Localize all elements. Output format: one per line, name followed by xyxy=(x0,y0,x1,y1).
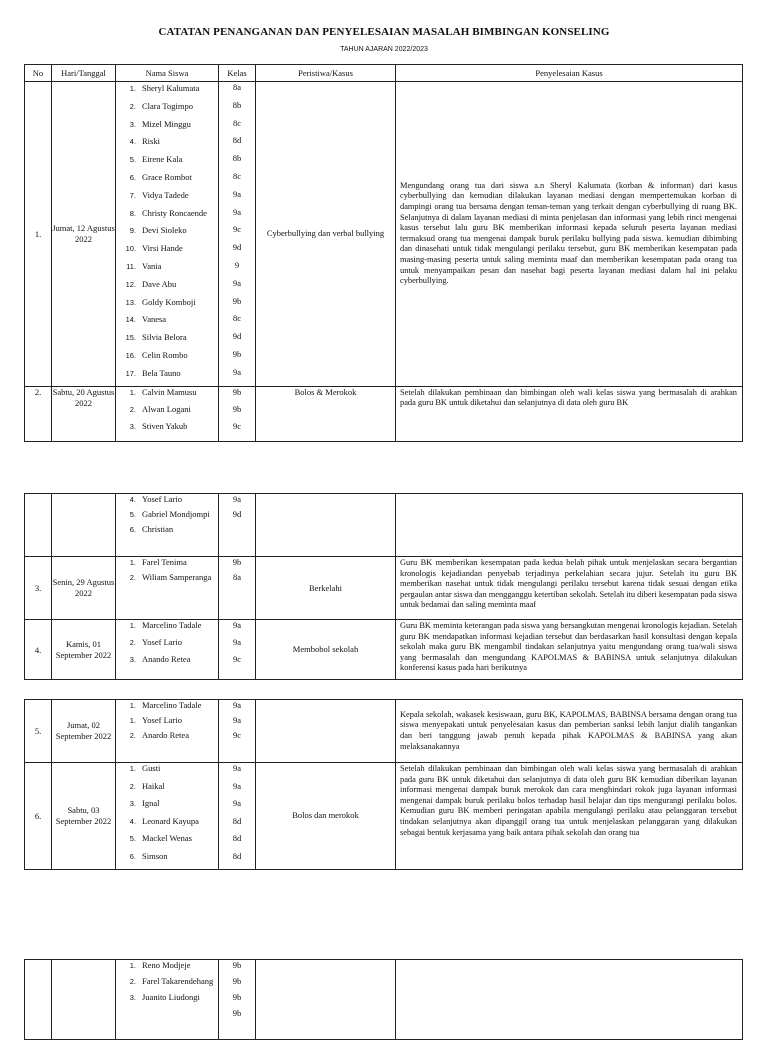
student-item xyxy=(116,494,218,509)
student-item xyxy=(116,101,218,119)
student-item xyxy=(116,83,218,101)
student-class: 9a xyxy=(232,798,242,809)
student-number: 1. xyxy=(129,84,136,93)
student-item xyxy=(116,261,218,279)
student-name: Eirene Kala xyxy=(142,154,183,165)
student-class: 9 xyxy=(234,259,240,270)
student-class: 9a xyxy=(232,206,242,217)
student-item xyxy=(116,781,218,799)
student-class: 9c xyxy=(232,654,242,664)
student-item xyxy=(116,332,218,350)
student-number: 3. xyxy=(129,993,136,1002)
student-name: Vania xyxy=(142,260,162,271)
student-class: 8c xyxy=(232,117,242,128)
student-name: Devi Sioleko xyxy=(142,225,187,236)
student-item xyxy=(116,119,218,137)
row-case: Cyberbullying dan verbal bullying xyxy=(256,82,396,387)
student-item xyxy=(116,620,218,637)
student-name: Farel Takarendehang xyxy=(142,976,214,986)
student-name: Stiven Yakub xyxy=(142,420,188,431)
student-class: 9d xyxy=(232,242,242,253)
student-number: 2. xyxy=(129,573,136,582)
case-table-page-1 xyxy=(24,64,743,442)
student-class: 9a xyxy=(232,637,242,647)
student-classes xyxy=(219,700,256,763)
student-item xyxy=(116,557,218,572)
header-kasus: Peristiwa/Kasus xyxy=(256,65,396,82)
student-name: Simson xyxy=(142,850,168,861)
student-classes xyxy=(219,386,256,441)
student-name: Bela Tauno xyxy=(142,367,181,378)
student-number: 15. xyxy=(125,333,136,343)
student-names xyxy=(116,700,219,763)
row-case: Membobol sekolah xyxy=(256,620,396,680)
student-number: 2. xyxy=(129,731,136,740)
student-class: 9a xyxy=(232,494,242,504)
row-solution: Mengundang orang tua dari siswa a.n Sheryl Kalumata (korban & informan) dari kasus cyberbullying dan kemudian dilakukan layanan mediasi dengan mempertemukan korban di dampingi orang tua bersama dengan teman-teman yang terkait dengan cyberbullying di ruang BK. Selanjutnya di dalam layanan mediasi di minta penjelasan dan informasi yang lebih rinci mengenai kasus tersebut lalu guru BK memberikan informasi kepada seluruh peserta layanan mediasi termaksud orang tua mengenai dampak buruk perilaku bullying pada siswa. kemudian dibimbing dan dinasehati untuk tidak mengulangi perilaku tersebut, guru BK memberikan kesempatan pada masing-masing peserta untuk saling meminta maaf dan memberikan kesempatan pada orang tua untuk menyampaikan pesan dan nasehat bagi peserta layanan mediasi dalam hal ini pelaku cyberbullying. xyxy=(396,82,743,387)
student-number: 1. xyxy=(129,621,136,630)
student-number: 5. xyxy=(129,510,136,519)
student-name: Wiliam Samperanga xyxy=(142,572,212,582)
row-case: Berkelahi xyxy=(256,557,396,620)
student-number: 8. xyxy=(129,208,136,218)
student-number: 13. xyxy=(125,297,136,307)
student-number: 6. xyxy=(129,172,136,182)
student-item xyxy=(116,208,218,226)
student-name: Gabriel Mondjompi xyxy=(142,509,210,519)
student-class: 8a xyxy=(232,82,242,92)
student-number: 1. xyxy=(129,764,136,773)
student-number: 7. xyxy=(129,190,136,200)
student-class: 8b xyxy=(232,153,242,164)
student-item xyxy=(116,368,218,386)
student-item xyxy=(116,297,218,315)
student-name: Yosef Lario xyxy=(142,494,182,504)
student-name: Haikal xyxy=(142,780,165,791)
header-solution: Penyelesaian Kasus xyxy=(396,65,743,82)
student-item xyxy=(116,509,218,524)
student-item xyxy=(116,225,218,243)
student-item xyxy=(116,654,218,671)
student-number: 14. xyxy=(125,315,136,325)
student-number: 3. xyxy=(129,799,136,809)
student-class: 9b xyxy=(232,295,242,306)
student-item xyxy=(116,730,218,745)
student-number: 9. xyxy=(129,226,136,236)
student-name: Mackel Wenas xyxy=(142,833,192,844)
student-item xyxy=(116,421,218,438)
header-no: No xyxy=(25,65,52,82)
student-item xyxy=(116,190,218,208)
student-class: 9a xyxy=(232,763,242,773)
student-name: Marcelino Tadale xyxy=(142,620,202,630)
student-class: 9c xyxy=(232,420,242,431)
student-name: Farel Tenima xyxy=(142,557,187,567)
student-number: 16. xyxy=(125,350,136,360)
student-number: 1. xyxy=(129,716,136,725)
student-class: 9b xyxy=(232,992,242,1002)
student-names xyxy=(116,557,219,620)
student-item xyxy=(116,154,218,172)
row-number: 5. xyxy=(25,700,52,763)
row-date: Sabtu, 20 Agustus 2022 xyxy=(52,386,116,441)
student-class: 8c xyxy=(232,170,242,181)
student-class: 8a xyxy=(232,572,242,582)
student-class: 9b xyxy=(232,960,242,970)
student-class: 9a xyxy=(232,366,242,377)
row-solution: Guru BK meminta keterangan pada siswa yang bersangkutan mengenai kronologis kejadian. Setelah guru BK mendapatkan informasi kejadian tersebut dan berdasarkan hasil konsultasi dengan kepala sekolah maka guru BK mengambil tindakan selanjutnya yaitu mengundang orang tua/wali siswa yang bermasalah dan mengundang KAPOLMAS & BABINSA untuk selanjutnya dilakukan konferensi kasus pada hari berikutnya xyxy=(396,620,743,680)
row-number: 2. xyxy=(25,386,52,441)
row-number: 4. xyxy=(25,620,52,680)
student-class: 9b xyxy=(232,976,242,986)
student-number xyxy=(116,1008,142,1009)
student-class: 8d xyxy=(232,850,242,861)
row-date: Senin, 29 Agustus 2022 xyxy=(52,557,116,620)
document-subtitle: TAHUN AJARAN 2022/2023 xyxy=(340,46,428,53)
student-name: Juanito Liudongi xyxy=(142,992,200,1002)
student-classes xyxy=(219,763,256,870)
student-number: 10. xyxy=(125,244,136,254)
row-solution: Setelah dilakukan pembinaan dan bimbingan oleh wali kelas siswa yang bermasalah di arahkan pada guru BK untuk diketahui dan selanjutnya di data oleh guru BK xyxy=(396,386,743,441)
student-item xyxy=(116,992,218,1008)
student-class xyxy=(219,524,255,539)
student-name: Reno Modjeje xyxy=(142,960,191,970)
student-class: 8c xyxy=(232,313,242,324)
student-class: 9c xyxy=(232,224,242,235)
student-name: Silvia Belora xyxy=(142,332,187,343)
row-case: Bolos & Merokok xyxy=(256,386,396,441)
student-item xyxy=(116,279,218,297)
student-item xyxy=(116,172,218,190)
row-case xyxy=(256,700,396,763)
student-name: Grace Rombot xyxy=(142,171,192,182)
header-date: Hari/Tanggal xyxy=(52,65,116,82)
student-item xyxy=(116,851,218,869)
student-number: 2. xyxy=(129,781,136,791)
student-class: 9b xyxy=(232,557,242,567)
row-date: Kamis, 01 September 2022 xyxy=(52,620,116,680)
student-name: Mizel Minggu xyxy=(142,118,191,129)
student-classes xyxy=(219,557,256,620)
row-case: Bolos dan merokok xyxy=(256,763,396,870)
student-number: 1. xyxy=(129,961,136,970)
student-number: 2. xyxy=(129,101,136,111)
student-number: 3. xyxy=(129,421,136,431)
student-names xyxy=(116,620,219,680)
student-names xyxy=(116,386,219,441)
student-name: Christian xyxy=(142,524,174,534)
student-number: 4. xyxy=(129,137,136,147)
student-item xyxy=(116,763,218,781)
student-names xyxy=(116,82,219,387)
student-name: Ignal xyxy=(142,798,160,809)
student-names xyxy=(116,763,219,870)
student-number: 3. xyxy=(129,655,136,664)
student-class: 9a xyxy=(232,700,242,710)
student-name: Alwan Logani xyxy=(142,403,191,414)
student-item xyxy=(116,833,218,851)
student-class: 9d xyxy=(232,509,242,519)
student-item xyxy=(116,136,218,154)
student-name: Anardo Retea xyxy=(142,730,189,740)
student-number: 12. xyxy=(125,279,136,289)
row-solution: Kepala sekolah, wakasek kesiswaan, guru BK, KAPOLMAS, BABINSA bersama dengan orang tua siswa menyepakati untuk penyelesaian kasus dan pemberian sanksi lebih lanjut dialih tangankan dan beri tanggung jawab penuh kepada pihak KAPOLMAS & BABINSA yang akan melaksanakannya xyxy=(396,700,743,763)
student-class: 9d xyxy=(232,331,242,342)
student-number: 6. xyxy=(129,525,136,534)
case-table-page-2 xyxy=(24,493,743,680)
student-class: 9a xyxy=(232,715,242,725)
student-classes xyxy=(219,620,256,680)
student-item xyxy=(116,314,218,332)
student-names xyxy=(116,494,219,557)
student-name: Celin Rombo xyxy=(142,349,188,360)
student-class: 9b xyxy=(232,386,242,397)
student-item xyxy=(116,243,218,261)
student-number: 2. xyxy=(129,404,136,414)
case-table-page-3 xyxy=(24,699,743,870)
student-item xyxy=(116,387,218,404)
student-number: 5. xyxy=(129,155,136,165)
student-number: 4. xyxy=(129,495,136,504)
student-number: 5. xyxy=(129,834,136,844)
student-name: Goldy Komboji xyxy=(142,296,196,307)
row-number: 6. xyxy=(25,763,52,870)
student-number: 11. xyxy=(126,261,136,271)
student-name: Christy Roncaende xyxy=(142,207,207,218)
student-number: 2. xyxy=(129,638,136,647)
student-class: 9c xyxy=(232,730,242,740)
student-classes xyxy=(219,82,256,387)
row-solution: Guru BK memberikan kesempatan pada kedua belah pihak untuk menjelaskan secara bergantian kronologis kejadiandan penyebab terjadinya perkelahian secara jujur. Setelah itu guru BK memberikan nasehat untuk tidak mengulangi perilaku tersebut karena tidak sesuai dengan etika pergaulan antar siswa dan mengganggu ketertiban sekolah. Setelah itu diberi kesempatan pada siswa untuk bedamai dan saling meminta maaf xyxy=(396,557,743,620)
student-name: Riski xyxy=(142,136,160,147)
student-classes xyxy=(219,960,256,1040)
student-name: Vidya Tadede xyxy=(142,189,189,200)
student-name: Clara Togimpo xyxy=(142,100,193,111)
student-item xyxy=(116,976,218,992)
student-name: Gusti xyxy=(142,763,161,773)
student-number: 1. xyxy=(129,387,136,397)
student-class: 8d xyxy=(232,135,242,146)
student-name: Leonard Kayupa xyxy=(142,815,199,826)
student-item xyxy=(116,572,218,587)
student-number: 6. xyxy=(129,851,136,861)
student-name: Sheryl Kalumata xyxy=(142,83,200,93)
document-title: CATATAN PENANGANAN DAN PENYELESAIAN MASALAH BIMBINGAN KONSELING xyxy=(158,26,610,38)
case-table-page-4 xyxy=(24,959,743,1040)
student-name: Virsi Hande xyxy=(142,243,183,254)
row-date: Jumat, 02 September 2022 xyxy=(52,700,116,763)
student-number: 4. xyxy=(129,816,136,826)
student-item xyxy=(116,637,218,654)
row-date: Jumat, 12 Agustus 2022 xyxy=(52,82,116,387)
student-number: 2. xyxy=(129,977,136,986)
student-item xyxy=(116,960,218,976)
student-number: 1. xyxy=(129,558,136,567)
row-date: Sabtu, 03 September 2022 xyxy=(52,763,116,870)
student-class: 8d xyxy=(232,833,242,844)
student-item xyxy=(116,1008,218,1024)
student-name: Vanesa xyxy=(142,314,167,325)
row-solution: Setelah dilakukan pembinaan dan bimbingan oleh wali kelas siswa yang bermasalah di arahkan pada guru BK untuk diketahui dan selanjutnya di data oleh guru BK kemudian diberikan layanan informasi mengenai dampak buruk merokok dan cara menghindari rokok juga layanan informasi mengenai dampak buruk perilaku bolos terhadap hasil belajar dan tips mengurangi perilaku bolos. Kemudian guru BK memberi peringatan apabila mengulangi perilaku atau pelanggaran tersebut tindakan selanjutnya akan dipanggil orang tua untuk menjelaskan pelanggaran yang dilakukan sebagai bentuk kerjasama yang baik antara pihak sekolah dan orang tua xyxy=(396,763,743,870)
student-number: 17. xyxy=(125,368,136,378)
student-class: 9b xyxy=(232,348,242,359)
student-item xyxy=(116,350,218,368)
student-class: 9a xyxy=(232,780,242,791)
student-class: 9b xyxy=(232,403,242,414)
student-class: 8d xyxy=(232,815,242,826)
student-class: 9a xyxy=(232,188,242,199)
header-kelas: Kelas xyxy=(219,65,256,82)
student-item xyxy=(116,524,218,539)
student-class: 8b xyxy=(232,99,242,110)
student-item xyxy=(116,715,218,730)
student-item xyxy=(116,700,218,715)
student-name: Yosef Lario xyxy=(142,637,182,647)
student-name: Calvin Mamusu xyxy=(142,386,197,397)
student-item xyxy=(116,404,218,421)
student-names xyxy=(116,960,219,1040)
student-item xyxy=(116,816,218,834)
header-name: Nama Siswa xyxy=(116,65,219,82)
row-number: 1. xyxy=(25,82,52,387)
student-number: 1. xyxy=(129,701,136,710)
student-name: Yosef Lario xyxy=(142,715,182,725)
student-name: Dave Abu xyxy=(142,278,177,289)
student-class: 9b xyxy=(232,1008,242,1018)
student-class: 9a xyxy=(232,277,242,288)
student-name: Anando Retea xyxy=(142,654,191,664)
student-name: Marcelino Tadale xyxy=(142,700,202,710)
row-number: 3. xyxy=(25,557,52,620)
student-number: 3. xyxy=(129,119,136,129)
student-item xyxy=(116,798,218,816)
student-classes xyxy=(219,494,256,557)
student-class: 9a xyxy=(232,620,242,630)
